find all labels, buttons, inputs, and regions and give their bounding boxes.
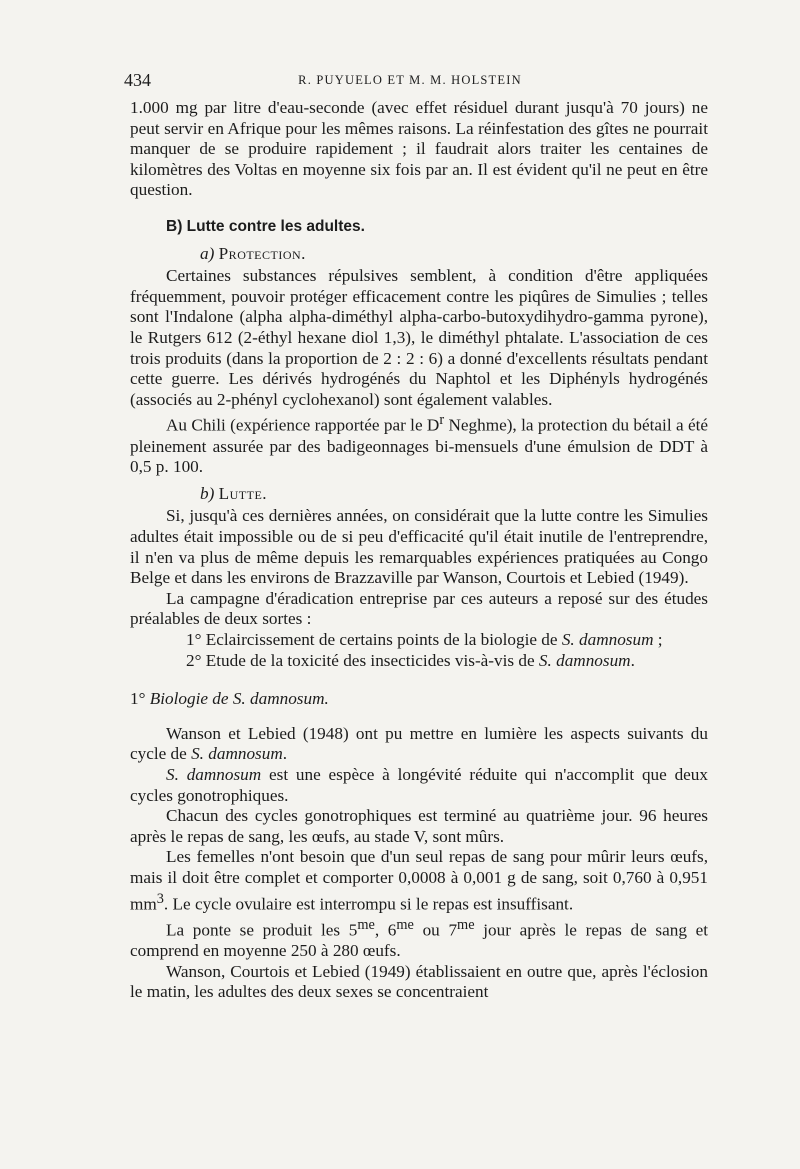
superscript: r <box>439 412 445 429</box>
item-number: 1° <box>130 689 146 709</box>
subheading-title: Protection. <box>218 243 306 263</box>
superscript: me <box>357 916 375 933</box>
text-run: . Le cycle ovulaire est interrompu si le repas est insuffisant. <box>163 894 574 914</box>
body-text <box>130 98 708 1003</box>
subheading-marker: b) <box>200 483 215 503</box>
subheading-lutte <box>200 484 708 505</box>
text-run: . <box>282 744 288 764</box>
list-item-biology <box>130 630 708 651</box>
paragraph-longevity <box>130 765 708 806</box>
text-run: . <box>630 650 635 670</box>
section-heading-adults: B) Lutte contre les adultes. <box>166 217 365 235</box>
item-number: 1° <box>186 629 202 649</box>
species-name: S. damnosum <box>232 689 325 709</box>
paragraph-repellents: Certaines substances répulsives semblent, à condition d'être appliquées fréquemment, pouvoir protéger efficacement contre les piqûres de Simulies ; telles sont l'Indalone (alpha alpha-diméthyl alpha-carbo-butoxydihydro-gamma pyrone), le Rutgers 612 (2-éthyl hexane diol 1,3), le diméthyl phtalate. L'association de ces trois produits (dans la proportion de 2 : 2 : 6) a donné d'excellents résultats pendant cette guerre. Les dérivés hydrogénés du Naphtol et les Diphényls hydrogénés (associés au 2-phényl cyclohexanol) sont également valables. <box>130 266 708 409</box>
list-item-toxicity <box>130 651 708 672</box>
superscript: me <box>396 916 414 933</box>
paragraph-larvicide-conclusion: 1.000 mg par litre d'eau-seconde (avec effet résiduel durant jusqu'à 70 jours) ne peut servir en Afrique pour les mêmes raisons. La réinfestation des gîtes ne pourrait manquer de se produire rapidement ; il faudrait alors traiter les centaines de kilomètres des Voltas en moyenne six fois par an. Il est évident qu'il ne peut en être question. <box>130 98 708 200</box>
text-run: Au Chili (expérience rapportée par le D <box>166 416 440 436</box>
page-number: 434 <box>124 70 151 90</box>
paragraph-egg-laying <box>130 915 708 962</box>
text-run: Etude de la toxicité des insecticides vis-à-vis de <box>201 650 539 670</box>
species-name: S. damnosum <box>191 744 283 764</box>
species-name: S. damnosum <box>166 764 262 784</box>
running-head: R. PUYUELO ET M. M. HOLSTEIN <box>298 73 522 87</box>
text-run: La ponte se produit les 5 <box>166 920 358 940</box>
paragraph-chile <box>130 410 708 478</box>
subheading-marker: a) <box>200 243 215 263</box>
superscript: 3 <box>156 890 164 907</box>
text-run: jour après le repas de sang et comprend en moyenne 250 à 280 œufs. <box>130 920 709 961</box>
text-run: Les femelles n'ont besoin que d'un seul repas de sang pour mûrir leurs œufs, mais il doit être complet et comporter 0,0008 à 0,001 g de sang, soit 0,760 à 0,951 mm <box>130 847 708 914</box>
paragraph-blood-meal <box>130 847 708 915</box>
superscript: me <box>457 916 475 933</box>
subheading-title: Lutte. <box>218 483 268 503</box>
species-name: S. damnosum <box>561 629 654 649</box>
paragraph-gonotrophic: Chacun des cycles gonotrophiques est terminé au quatrième jour. 96 heures après le repas de sang, les œufs, au stade V, sont mûrs. <box>130 806 708 846</box>
text-run: Wanson et Lebied (1948) ont pu mettre en lumière les aspects suivants du cycle de <box>130 723 708 764</box>
text-run: ; <box>653 629 663 649</box>
paragraph-cycle <box>130 724 708 765</box>
subheading-protection <box>200 244 708 265</box>
text-run: Biologie de <box>149 689 233 709</box>
item-number: 2° <box>186 650 202 670</box>
text-run: ou 7 <box>413 920 458 940</box>
text-run: , 6 <box>374 920 397 940</box>
text-run: . <box>324 689 329 709</box>
text-run: est une espèce à longévité réduite qui n'accomplit que deux cycles gonotrophiques. <box>130 764 708 805</box>
paragraph-eradication-intro: Si, jusqu'à ces dernières années, on considérait que la lutte contre les Simulies adultes était impossible ou de si peu d'efficacité qu'il était inutile de l'entreprendre, il n'en va plus de même depuis les remarquables expériences pratiquées au Congo Belge et dans les environs de Brazzaville par Wanson, Courtois et Lebied (1949). <box>130 506 708 588</box>
species-name: S. damnosum <box>538 650 631 670</box>
subsection-heading-biology <box>130 689 708 710</box>
text-run: Eclaircissement de certains points de la biologie de <box>201 629 562 649</box>
paragraph-campaign: La campagne d'éradication entreprise par ces auteurs a reposé sur des études préalables de deux sortes : <box>130 588 708 629</box>
page-header <box>110 70 710 92</box>
text-run: Neghme), la protection du bétail a été pleinement assurée par des badigeonnages bi-mensuels d'une émulsion de DDT à 0,5 p. 100. <box>130 416 708 477</box>
paragraph-emergence: Wanson, Courtois et Lebied (1949) établissaient en outre que, après l'éclosion le matin, les adultes des deux sexes se concentraient <box>130 961 708 1002</box>
